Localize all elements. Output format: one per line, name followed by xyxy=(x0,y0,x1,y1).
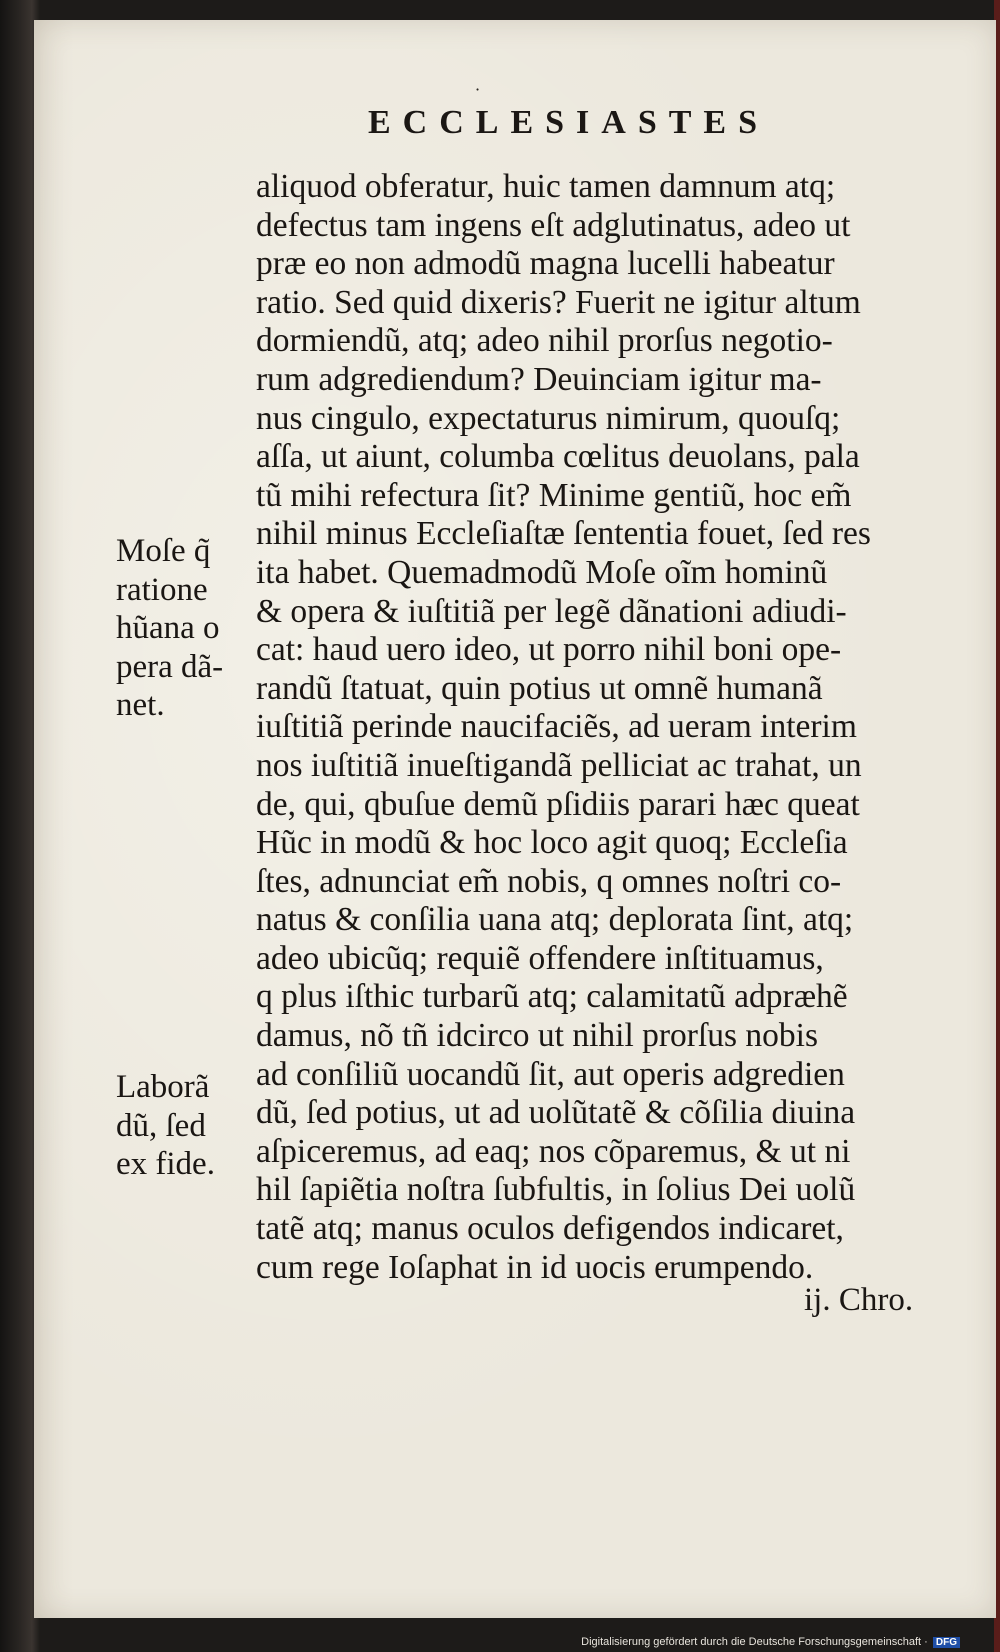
text-line: damus, nõ tñ idcirco ut nihil prorſus nobis xyxy=(256,1017,819,1055)
text-line: nihil minus Eccleſiaſtæ ſententia fouet, ſed res xyxy=(256,515,871,553)
main-text-block xyxy=(256,168,936,1287)
marginal-line: ex fide. xyxy=(116,1146,215,1182)
text-line: dormiendũ, atq; adeo nihil prorſus negotio- xyxy=(256,322,833,360)
text-line: tũ mihi refectura ſit? Minime gentiũ, hoc em̃ xyxy=(256,476,852,514)
text-line: hil ſapiẽtia noſtra ſubfultis, in ſolius Dei uolũ xyxy=(256,1171,856,1209)
text-line: ita habet. Quemadmodũ Moſe oĩm hominũ xyxy=(256,553,828,591)
text-line: aſpiceremus, ad eaq; nos cõparemus, & ut ni xyxy=(256,1132,851,1170)
text-line: de, qui, qbuſue demũ pſidiis parari hæc queat xyxy=(256,785,860,823)
digitization-credit xyxy=(581,1636,960,1648)
marginal-line: hũana o xyxy=(116,610,220,646)
marginal-line: ratione xyxy=(116,571,208,608)
marginal-note-moses xyxy=(116,532,223,725)
text-line: ratio. Sed quid dixeris? Fuerit ne igitur altum xyxy=(256,283,861,321)
credit-text: Digitalisierung gefördert durch die Deutsche Forschungsgemeinschaft · xyxy=(581,1636,928,1648)
marginal-line: net. xyxy=(116,687,165,723)
marginal-line: pera dã- xyxy=(116,648,224,685)
marginal-line: Moſe q̃ xyxy=(116,533,211,569)
text-line: natus & conſilia uana atq; deplorata ſint, atq; xyxy=(256,901,854,939)
text-line: q plus iſthic turbarũ atq; calamitatũ adpræhẽ xyxy=(256,978,848,1016)
dfg-logo: DFG xyxy=(933,1637,960,1648)
text-line: nos iuſtitiã inueſtigandã pelliciat ac trahat, un xyxy=(256,746,862,784)
text-line: Hũc in modũ & hoc loco agit quoq; Eccleſia xyxy=(256,824,848,862)
text-line: defectus tam ingens eſt adglutinatus, adeo ut xyxy=(256,206,851,244)
text-line: ſtes, adnunciat em̃ nobis, q omnes noſtri co- xyxy=(256,862,842,900)
marginal-note-laborandum xyxy=(116,1068,215,1184)
running-head: ECCLESIASTES xyxy=(368,104,770,141)
text-line: cat: haud uero ideo, ut porro nihil boni ope- xyxy=(256,631,842,669)
text-line: ad conſiliũ uocandũ ſit, aut operis adgredien xyxy=(256,1055,845,1093)
text-line: aſſa, ut aiunt, columba cœlitus deuolans, pala xyxy=(256,438,860,476)
text-line: tatẽ atq; manus oculos defigendos indicaret, xyxy=(256,1210,844,1248)
text-line: & opera & iuſtitiã per legẽ dãnationi adiudi- xyxy=(256,592,847,630)
text-line: adeo ubicũq; requiẽ offendere inſtituamus, xyxy=(256,939,824,977)
text-line: nus cingulo, expectaturus nimirum, quouſq; xyxy=(256,399,841,437)
text-line: randũ ſtatuat, quin potius ut omnẽ humanã xyxy=(256,669,823,707)
marginal-line: dũ, ſed xyxy=(116,1107,206,1144)
catchword: ij. Chro. xyxy=(804,1282,914,1318)
text-line: aliquod obferatur, huic tamen damnum atq; xyxy=(256,168,836,205)
folio-mark: · xyxy=(475,80,481,99)
text-line: iuſtitiã perinde naucifaciẽs, ad ueram interim xyxy=(256,708,857,746)
text-line: cum rege Ioſaphat in id uocis erumpendo. xyxy=(256,1248,814,1286)
marginal-line: Laborã xyxy=(116,1069,210,1105)
text-line: rum adgrediendum? Deuinciam igitur ma- xyxy=(256,360,822,398)
text-line: dũ, ſed potius, ut ad uolũtatẽ & cõſilia diuina xyxy=(256,1094,856,1132)
text-line: præ eo non admodũ magna lucelli habeatur xyxy=(256,245,835,283)
